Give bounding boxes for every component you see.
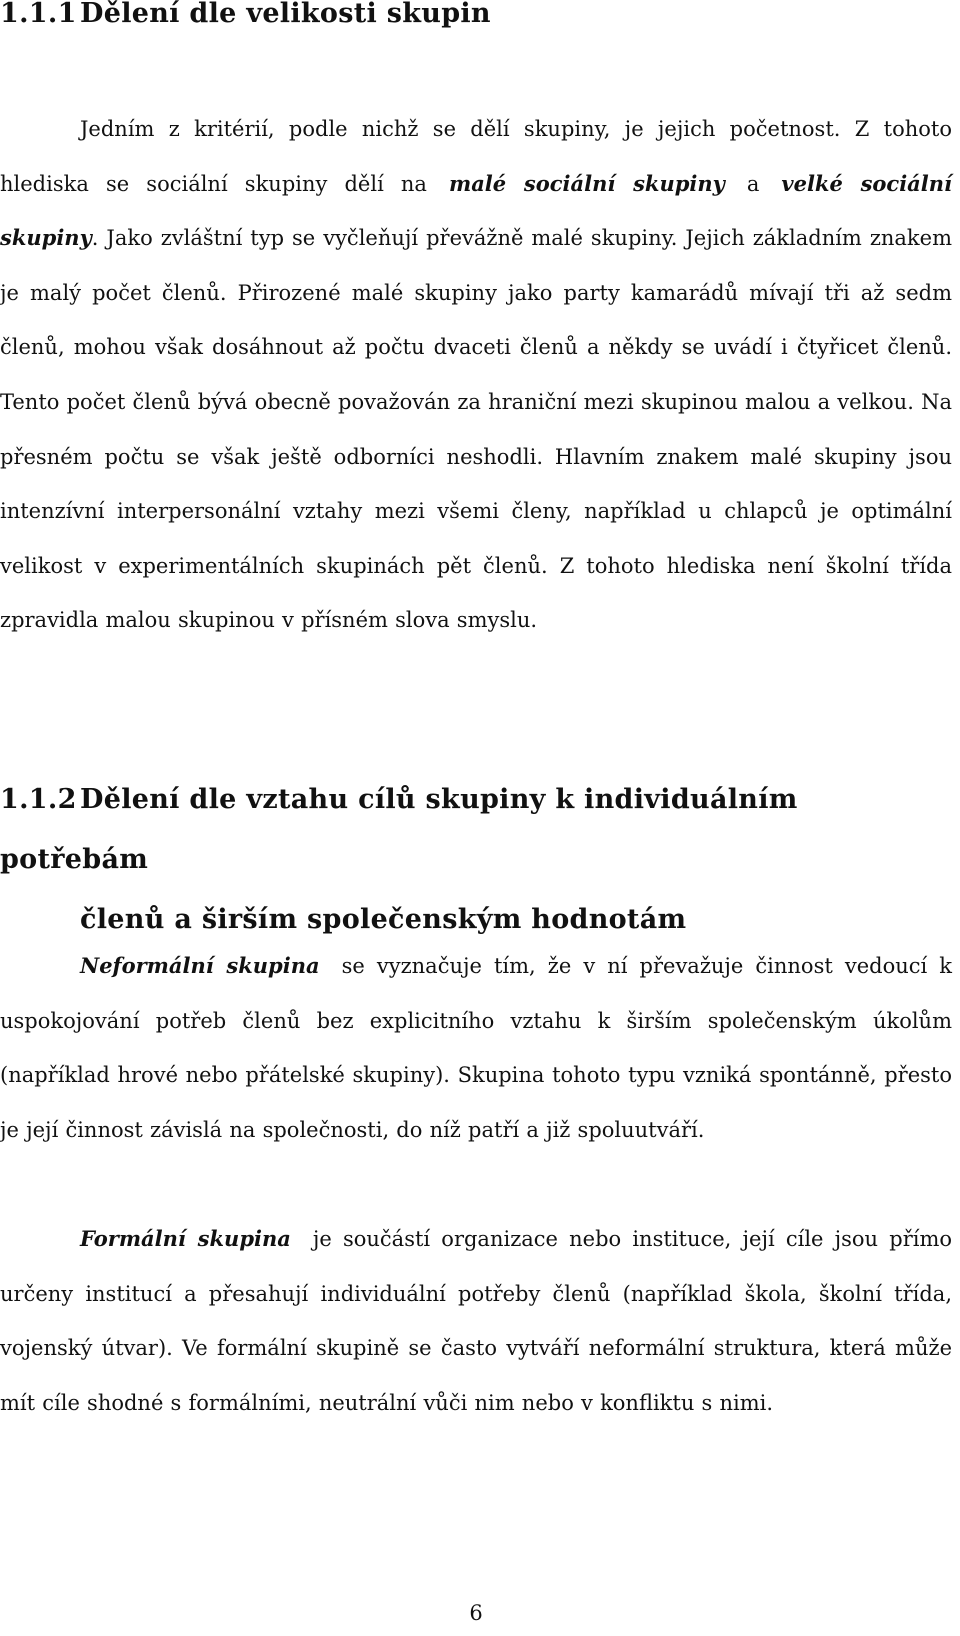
section-number: 1.1.1 <box>0 0 77 29</box>
section-title-line-2: členů a širším společenským hodnotám <box>80 904 687 935</box>
section-heading-1-1-1 <box>0 0 952 32</box>
paragraph-text: Jedním z kritérií, podle nichž se dělí skupiny, je jejich početnost. Z tohoto hlediska se sociální skupiny dělí na <box>0 117 952 196</box>
paragraph-text: . Jako zvláštní typ se vyčleňují převážně malé skupiny. Jejich základním znakem je malý počet členů. Přirozené malé skupiny jako party kamarádů mívají tři až sedm členů, mohou však dosáhnout až počtu dvaceti členů a někdy se uvádí i čtyřicet členů. Tento počet členů bývá obecně považován za hraniční mezi skupinou malou a velkou. Na přesném počtu se však ještě odborníci neshodli. Hlavním znakem malé skupiny jsou intenzívní interpersonální vztahy mezi všemi členy, například u chlapců je optimální velikost v experimentálních skupinách pět členů. Z tohoto hlediska není školní třída zpravidla malou skupinou v přísném slova smyslu. <box>0 226 952 633</box>
term-informal-group: Neformální skupina <box>80 953 320 978</box>
connector-text: a <box>746 171 760 196</box>
paragraph-group-size <box>0 102 952 648</box>
section-number: 1.1.2 <box>0 784 77 815</box>
paragraph-text: se vyznačuje tím, že v ní převažuje činnost vedoucí k uspokojování potřeb členů bez explicitního vztahu k širším společenským úkolům (například hrové nebo přátelské skupiny). Skupina tohoto typu vzniká spontánně, přesto je její činnost závislá na společnosti, do níž patří a již spoluutváří. <box>0 954 953 1142</box>
term-small-social-groups: malé sociální skupiny <box>448 170 725 196</box>
term-formal-group: Formální skupina <box>80 1226 291 1251</box>
page-number: 6 <box>469 1601 483 1625</box>
paragraph-formal-group <box>0 1212 952 1430</box>
paragraph-informal-group <box>0 939 952 1157</box>
term-large-social-groups: velké sociální skupiny <box>0 170 953 251</box>
section-title: Dělení dle velikosti skupin <box>80 0 491 29</box>
section-title-line-1: Dělení dle vztahu cílů skupiny k individuálním potřebám <box>0 784 798 875</box>
paragraph-text: je součástí organizace nebo instituce, její cíle jsou přímo určeny institucí a přesahují individuální potřeby členů (například škola, školní třída, vojenský útvar). Ve formální skupině se často vytváří neformální struktura, která může mít cíle shodné s formálními, neutrální vůči nim nebo v konfliktu s nimi. <box>0 1227 953 1415</box>
section-heading-1-1-2 <box>0 770 952 950</box>
